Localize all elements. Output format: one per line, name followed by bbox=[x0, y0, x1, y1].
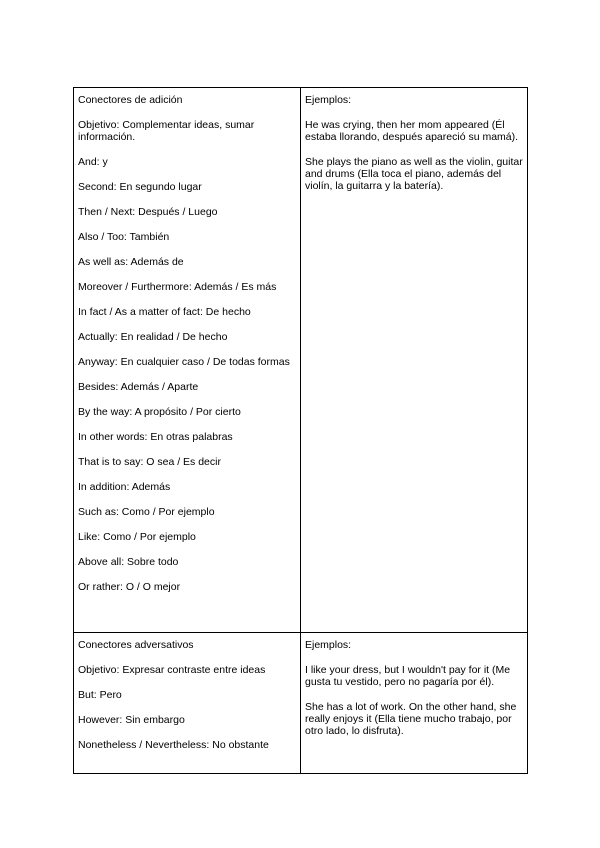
example-sentence: He was crying, then her mom appeared (Él estaba llorando, después apareció su mamá). bbox=[305, 119, 519, 143]
connector-item: Such as: Como / Por ejemplo bbox=[78, 506, 215, 518]
connector-item: Anyway: En cualquier caso / De todas formas bbox=[78, 356, 290, 368]
examples-heading: Ejemplos: bbox=[305, 94, 352, 106]
section-objective: Objetivo: Complementar ideas, sumar información. bbox=[78, 119, 255, 143]
table-row-addition bbox=[74, 88, 528, 633]
connector-item: Also / Too: También bbox=[78, 231, 170, 243]
addition-examples-cell bbox=[301, 88, 528, 633]
connector-item: In other words: En otras palabras bbox=[78, 431, 233, 443]
connector-item: However: Sin embargo bbox=[78, 714, 185, 726]
connector-item: Second: En segundo lugar bbox=[78, 181, 202, 193]
connector-item: Or rather: O / O mejor bbox=[78, 581, 181, 593]
connector-item: Nonetheless / Nevertheless: No obstante bbox=[78, 739, 269, 751]
addition-connectors-cell bbox=[74, 88, 301, 633]
connector-item: Moreover / Furthermore: Además / Es más bbox=[78, 281, 277, 293]
connector-item: Like: Como / Por ejemplo bbox=[78, 531, 196, 543]
example-sentence: I like your dress, but I wouldn't pay for it (Me gusta tu vestido, pero no pagaría por él). bbox=[305, 664, 511, 688]
connector-item: And: y bbox=[78, 156, 108, 168]
connector-item: By the way: A propósito / Por cierto bbox=[78, 406, 241, 418]
connector-item: In addition: Además bbox=[78, 481, 171, 493]
section-title: Conectores de adición bbox=[78, 94, 183, 106]
connector-item: Besides: Además / Aparte bbox=[78, 381, 199, 393]
example-sentence: She plays the piano as well as the violin, guitar and drums (Ella toca el piano, además del violín, la guitarra y la batería). bbox=[305, 156, 523, 192]
connector-item: As well as: Además de bbox=[78, 256, 184, 268]
adversative-examples-cell bbox=[301, 633, 528, 774]
example-sentence: She has a lot of work. On the other hand, she really enjoys it (Ella tiene mucho trabajo, por otro lado, lo disfruta). bbox=[305, 701, 517, 737]
section-title: Conectores adversativos bbox=[78, 639, 194, 651]
examples-heading: Ejemplos: bbox=[305, 639, 352, 651]
connectors-table bbox=[73, 87, 528, 774]
connector-item: That is to say: O sea / Es decir bbox=[78, 456, 221, 468]
table-row-adversative bbox=[74, 633, 528, 774]
connector-item: But: Pero bbox=[78, 689, 122, 701]
connector-item: In fact / As a matter of fact: De hecho bbox=[78, 306, 251, 318]
section-objective: Objetivo: Expresar contraste entre ideas bbox=[78, 664, 266, 676]
adversative-connectors-cell bbox=[74, 633, 301, 774]
connector-item: Actually: En realidad / De hecho bbox=[78, 331, 228, 343]
connector-item: Above all: Sobre todo bbox=[78, 556, 179, 568]
connector-item: Then / Next: Después / Luego bbox=[78, 206, 218, 218]
